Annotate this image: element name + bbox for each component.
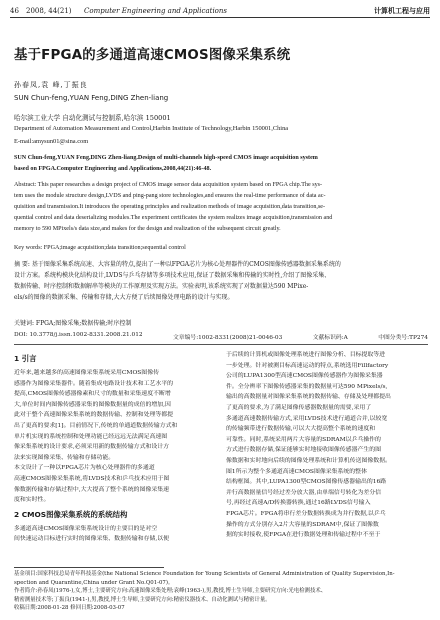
footnotes [14,570,428,613]
article-number: 文章编号:1002-8331(2008)21-0046-03 [173,335,283,341]
journal-name-en: Computer Engineering and Applications [84,6,227,15]
abstract-line: quisition and transmission.It introduces the operating principles and realization methods of image acquisition,data transition,se- [14,204,326,210]
abstract-cn-line: 数据传输、时序控制和数据解串等模块的工作原理及实现方法。实验表明,该系统实现了对数据量达590 MPixe- [14,283,309,290]
body-line: 并行高数据量信号经过差分放大器,由单端信号转化为差分信 [226,489,382,496]
body-line: 公司的LUPA1300型高速CMOS图像传感器作为图像采集器 [226,373,383,380]
body-line: 单片机实现的系统控制和处理功能已经远远无法满足高速图 [14,433,168,440]
running-header [10,4,430,18]
footnote-line: 基金项目:国家科技总局青年科技基金(the National Science Foundation for Young Scientists of General Administration of Quality Supervision,In- [14,571,395,577]
section-divider [14,344,428,345]
body-line: 高速CMOS图像采集系统,将LVDS技术和乒乓技术应用于图 [14,475,170,482]
affiliation-cn: 哈尔滨工业大学 自动化测试与控制系,哈尔滨 150001 [14,114,171,122]
body-line: 多通道高速数据传输方式,采用LVDS技术进行通道合并,以较宽 [226,415,388,422]
body-line: 输出的高数据量对图像采集系统的数据传输、存储及处理都提出 [226,394,391,401]
abstract-line: quential control and data deserializing modules.The experiment certificates the system realizes image acquisition,transmission and [14,215,333,221]
body-line: 像采集系统的设计要求,必须采用新的数据传输方式和设计方 [14,444,170,451]
paper-title: 基于FPGA的多通道高速CMOS图像采集系统 [14,48,291,63]
abstract-cn-line: 设计方案。系统构模块化结构设计,LVDS与乒乓存储等多项技术应用,保证了数据采集和传输的实时性,介绍了图像采集、 [14,272,331,279]
journal-name-cn: 计算机工程与应用 [374,6,430,15]
doi-row [14,332,428,341]
body-line: 像数据和实时地向后续的图像处理系统和计算机传送图像数据。 [226,457,391,464]
body-line: 的传输频带进行数据传输,可以大大提高整个系统的速度和 [226,426,376,433]
body-line: 近年来,越来越多的高速图像采集系统采用CMOS图像传 [14,370,159,376]
abstract-en [14,180,428,235]
body-line: 间快速运动目标进行实时的图像采集、数据传输和存储,以便 [14,536,170,543]
body-line: 提高,CMOS图像传感器像素和尺寸的数量和采集速度不断增 [14,391,171,398]
issue-info: 2008, 44(21) [26,6,72,15]
abstract-line: memory to 590 MPixels/s data size,and makes for the design and realization of the subsequent circuit greatly. [14,226,281,232]
abstract-cn-line: 摘 要: 基于图像采集系统高速、大容量的特点,提出了一种以FPGA芯片为核心处理器件的CMOS图像传感器数据采集系统的 [14,261,341,268]
citation-line: based on FPGA.Computer Engineering and Applications,2008,44(21):46-48. [14,166,212,172]
keywords-en [14,243,428,254]
footnote-line: 精密测量技术等;丁振良(1941-),男,教授,博士生导师,主要研究方向:精密仪器技术、自动化测试与精密计量。 [14,596,271,603]
footnote-line: 收稿日期:2008-01-28 修回日期:2008-03-07 [14,605,125,612]
abstract-cn-line: els/s的图像的数据采集、传输和存储,大大方便了后续图像处理电路的设计与实现。 [14,294,234,301]
body-line: 方式进行数据存储,保证能够实时地接收图像传感器产生的图 [226,447,382,454]
right-column [226,350,428,541]
abstract-line: Abstract: This paper researches a design project of CMOS image sensor data acquisition system based on FPGA chip.The sys- [14,182,323,188]
abstract-cn [14,259,428,303]
footnote-line: 作者简介:孙春凤(1976-),女,博士,主要研究方向:高速图像采集处理;袁峰(1963-),男,教授,博士生导师,主要研究方向:光电检测技术、 [14,588,327,595]
body-line: 图1所示为整个多通道高速CMOS图像采集系统的整体 [226,468,367,475]
keywords-cn [14,318,428,329]
clc-number: 中图分类号:TP274 [378,335,428,341]
body-line: 操作的方式分别存入2片大容量的SDRAM中,保证了图像数 [226,521,379,528]
body-line: 件。全分辨率下图像传感器采集的数据量可达590 MPixels/s, [226,383,388,390]
body-line: 多通道高速CMOS图像采集系统设计的主要目的是对空 [14,525,158,532]
section-heading-system: 2 CMOS图像采集系统的系统结构 [14,509,128,519]
body-line: 度和实时性。 [14,497,50,504]
body-line: 一步处理。针对被测目标高速运动的特点,系统选用Fillfactory [226,362,389,369]
body-line: 大,单位时间内图像传感器采集的图像数据量的成倍的增加,因 [14,401,171,408]
document-code: 文献标识码:A [312,335,348,341]
section-heading-intro: 1 引言 [14,354,37,363]
body-line: 号,再经过高速A/D转换器转换,通过16路LVDS信号输入 [226,500,371,507]
citation-line: SUN Chun-feng,YUAN Feng,DING Zhen-liang.Design of multi-channels high-speed CMOS image acquisition system [14,155,318,161]
body-line: 可靠性。同时,系统采用两片大容量的SDRAM以乒乓操作的 [226,436,381,443]
body-line: 感器作为图像采集器件。随着集成电路设计技术和工艺水平的 [14,380,174,387]
body-line: 据的实时接收,使FPGA在进行数据处理和传输过程中不至于 [226,532,381,539]
left-column [14,350,216,545]
footnote-divider [14,567,164,568]
body-line: 结构框图。其中,LUPA1300型CMOS图像传感器输出的16路 [226,479,387,486]
page-number: 46 [10,6,19,15]
body-line: 本文设计了一种以FPGA芯片为核心处理器件的多通道 [14,465,155,472]
authors-en: SUN Chun-feng,YUAN Feng,DING Zhen-liang [14,94,169,102]
body-line: FPGA芯片。FPGA将串行差分数据转换成为并行数据,以乒乓 [226,510,386,517]
keywords-cn-line: 关键词: FPGA;图像采集;数据传输;时序控制 [14,320,132,327]
body-line: 此对于整个高速图像采集系统的数据传输、控制和处理等都提 [14,412,174,419]
citation [14,153,428,175]
author-email: E-mail:amysun01@sina.com [14,138,89,145]
body-line: 出了更高的要求[1]。目前情况下,传统的单通道数据传输方式和 [14,422,178,429]
body-line: 像数据传输和存储过程中,大大提高了整个系统的图像采集速 [14,486,170,493]
doi: DOI: 10.3778/j.issn.1002-8331.2008.21.012 [14,332,143,338]
abstract-line: tem uses the module structure design,LVDS and ping-pang store technologies,and ensures the real-time performance of data ac- [14,193,326,199]
body-line: 了更高的要求,为了满足图像传感器数据量的需要,采用了 [226,404,372,411]
keywords-en-line: Key words: FPGA;image acquisition;data transition;sequential control [14,245,186,251]
footnote-line: spection and Quarantine,China under Grant No.Q01-07)。 [14,579,174,586]
body-line: 于后续的计算机或图像处理系统进行图像分析、目标提取等进 [226,352,386,358]
authors-cn: 孙春凤,袁 峰,丁振良 [14,81,88,89]
body-line: 法来实现图像采集、传输和存储功能。 [14,454,115,461]
affiliation-en: Department of Automation Measurement and Control,Harbin Institute of Technology,Harbin 150001,China [14,125,289,132]
